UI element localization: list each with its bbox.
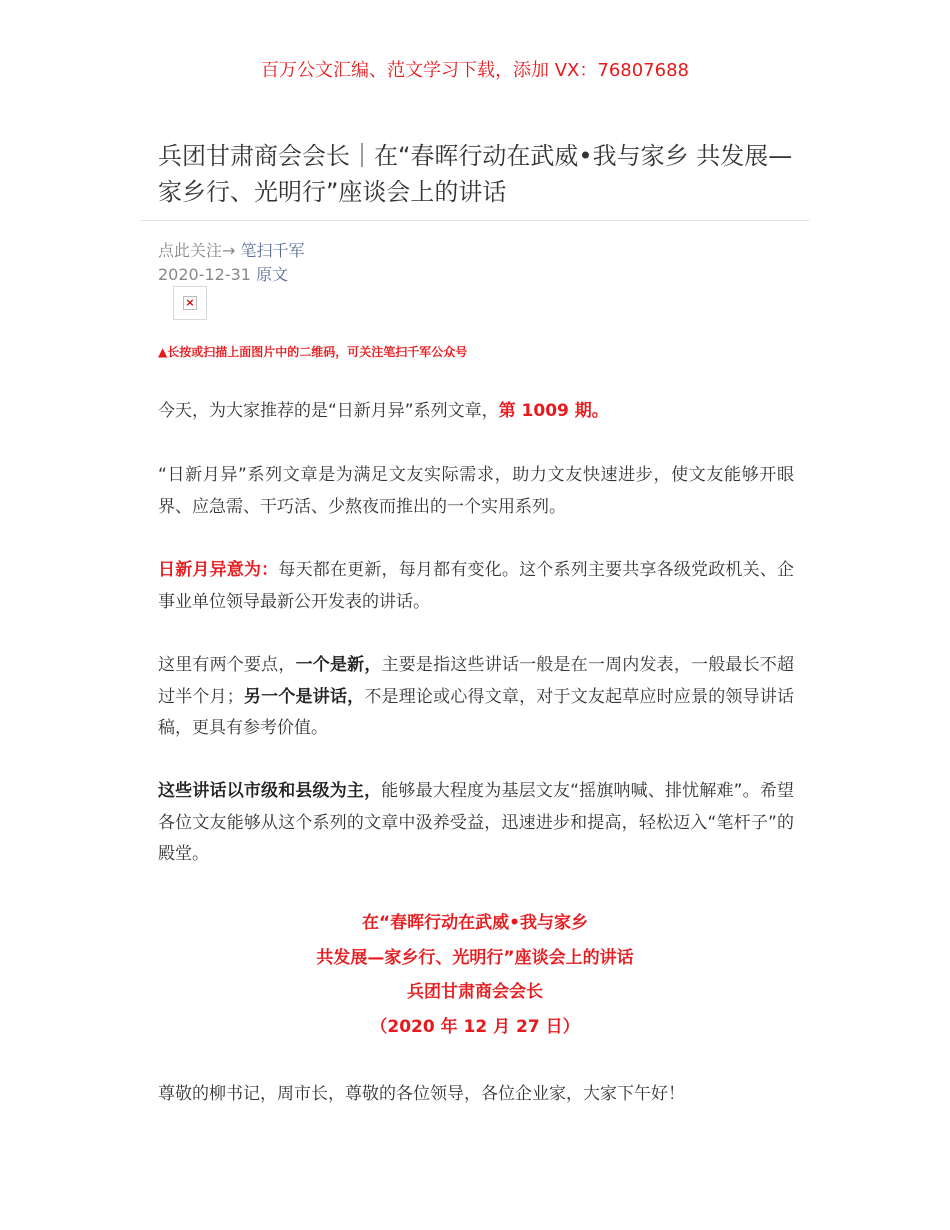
intro-paragraph-4: [158, 650, 794, 745]
intro-paragraph-3: [158, 555, 794, 618]
speech-title-line-2: 共发展—家乡行、光明行”座谈会上的讲话: [316, 947, 634, 968]
series-meaning-text: 每天都在更新，每月都有变化。这个系列主要共享各级党政机关、企事业单位领导最新公开发表的讲话。: [158, 560, 795, 612]
intro-text: 今天，为大家推荐的是“日新月异”系列文章，: [158, 401, 499, 421]
original-link[interactable]: 原文: [256, 265, 289, 284]
p5-bold: 这些讲话以市级和县级为主，: [158, 781, 382, 801]
promo-banner: 百万公文汇编、范文学习下载，添加 VX：76807688: [261, 60, 689, 81]
p4-e: 不是理论或心得文章，对于文友起草应时应景的领导讲话稿，更具有参考价值。: [158, 686, 795, 738]
speech-date: （2020 年 12 月 27 日）: [370, 1016, 580, 1037]
speaker-line: 兵团甘肃商会会长: [407, 982, 543, 1002]
broken-image-icon: ×: [183, 296, 197, 310]
article-title: 兵团甘肃商会会长｜在“春晖行动在武威•我与家乡 共发展—家乡行、光明行”座谈会上的讲话: [158, 142, 793, 206]
speech-greeting: 尊敬的柳书记，周市长，尊敬的各位领导，各位企业家，大家下午好！: [158, 1084, 685, 1104]
qr-note: ▲长按或扫描上面图片中的二维码，可关注笔扫千军公众号: [158, 345, 468, 359]
issue-number: 第 1009 期。: [498, 401, 609, 421]
series-meaning-label: 日新月异意为：: [158, 560, 279, 580]
p4-b: 一个是新，: [295, 655, 382, 675]
intro-paragraph-2: “日新月异”系列文章是为满足文友实际需求，助力文友快速进步，使文友能够开眼界、应急需、干巧活、少熬夜而推出的一个实用系列。: [158, 465, 794, 517]
title-divider: [140, 220, 810, 221]
p4-c: 主要是指这些讲话一般是在一周内发表，一般最长不超过半个月；: [158, 655, 795, 707]
speech-title-line-1: 在“春晖行动在武威•我与家乡: [361, 913, 589, 933]
p4-d: 另一个是讲话，: [243, 686, 365, 707]
follow-prefix: 点此关注→: [158, 241, 236, 260]
speech-heading: [140, 906, 810, 1044]
p4-a: 这里有两个要点，: [158, 655, 296, 675]
qr-code-image[interactable]: [173, 286, 207, 320]
publish-date: 2020-12-31: [158, 265, 251, 284]
intro-paragraph-5: [158, 776, 794, 871]
account-link[interactable]: 笔扫千军: [240, 241, 305, 260]
intro-paragraph-1: [158, 396, 794, 428]
follow-line: [158, 240, 305, 262]
p5-text: 能够最大程度为基层文友“摇旗呐喊、排忧解难”。希望各位文友能够从这个系列的文章中汲养受益，迅速进步和提高，轻松迈入“笔杆子”的殿堂。: [158, 781, 794, 864]
publish-meta: [158, 264, 288, 286]
